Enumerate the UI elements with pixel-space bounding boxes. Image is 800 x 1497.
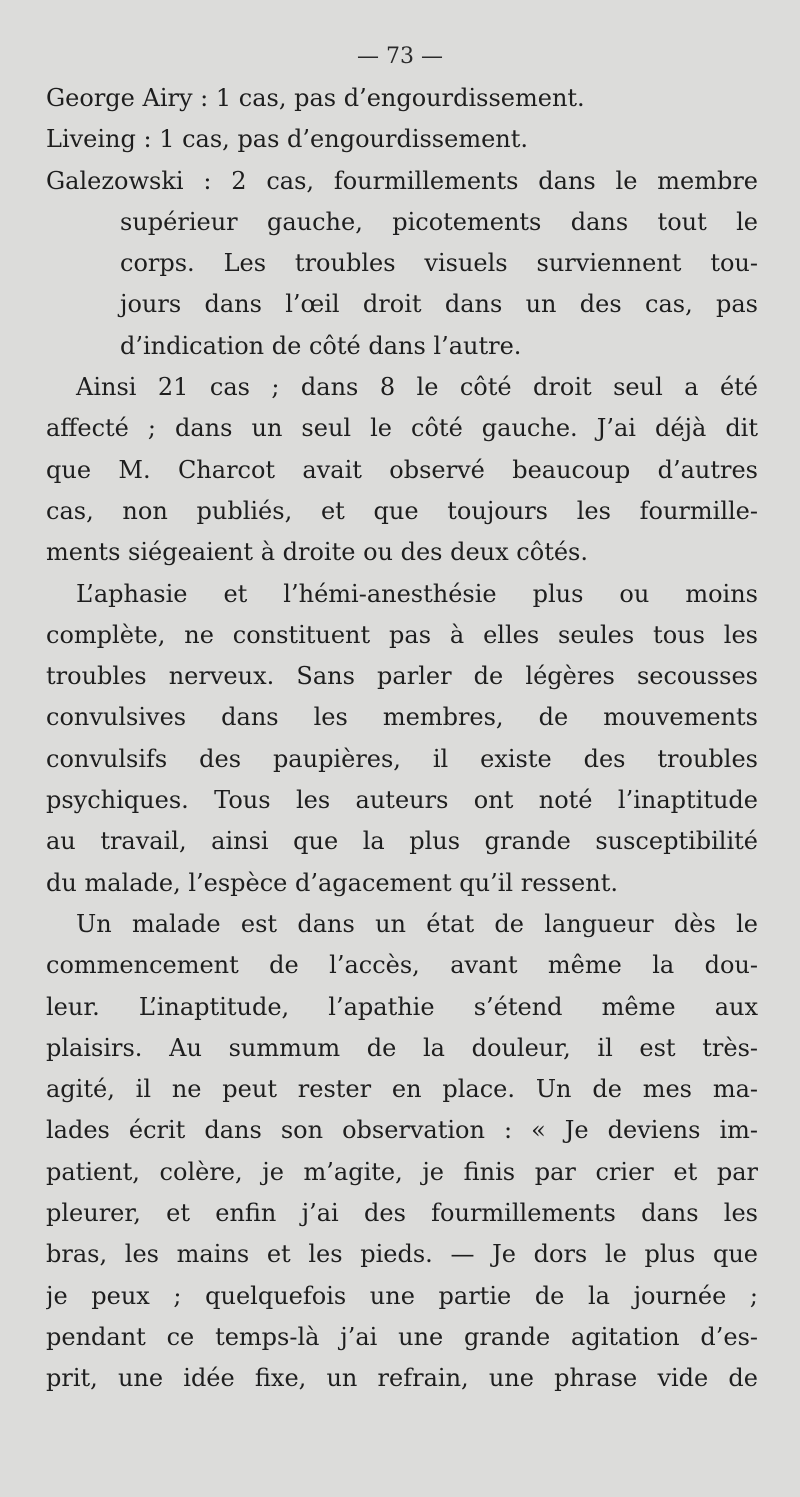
text-line: lades écrit dans son observation : « Je deviens im- — [46, 1116, 758, 1145]
text-line: supérieur gauche, picotements dans tout le — [120, 207, 758, 236]
text-line: L’aphasie et l’hémi-anesthésie plus ou moins — [76, 579, 758, 608]
text-line: leur. L’inaptitude, l’apathie s’étend même aux — [46, 992, 758, 1021]
text-line: Galezowski : 2 cas, fourmillements dans le membre — [46, 166, 758, 195]
text-line: affecté ; dans un seul le côté gauche. J’ai déjà dit — [46, 414, 758, 443]
text-line: Liveing : 1 cas, pas d’engourdissement. — [46, 125, 529, 154]
text-line: d’indication de côté dans l’autre. — [120, 331, 522, 360]
text-line: pendant ce temps-là j’ai une grande agitation d’es- — [46, 1322, 758, 1351]
text-line: Un malade est dans un état de langueur dès le — [76, 909, 758, 938]
text-line: que M. Charcot avait observé beaucoup d’autres — [46, 455, 758, 484]
text-line: patient, colère, je m’agite, je finis par crier et par — [46, 1157, 758, 1186]
text-line: pleurer, et enfin j’ai des fourmillements dans les — [46, 1199, 758, 1228]
text-line: prit, une idée fixe, un refrain, une phrase vide de — [46, 1364, 758, 1393]
text-line: ments siégeaient à droite ou des deux côtés. — [46, 538, 588, 567]
text-line: troubles nerveux. Sans parler de légères secousses — [46, 662, 758, 691]
page-number: — 73 — — [357, 44, 443, 69]
text-line: commencement de l’accès, avant même la dou- — [46, 951, 758, 980]
text-line: psychiques. Tous les auteurs ont noté l’inaptitude — [46, 786, 758, 815]
body-text — [46, 78, 758, 1400]
text-line: au travail, ainsi que la plus grande susceptibilité — [46, 827, 758, 856]
text-line: complète, ne constituent pas à elles seules tous les — [46, 620, 758, 649]
text-line: cas, non publiés, et que toujours les fourmille- — [46, 496, 758, 525]
text-line: bras, les mains et les pieds. — Je dors le plus que — [46, 1240, 758, 1269]
text-line: convulsives dans les membres, de mouvements — [46, 703, 758, 732]
text-line: George Airy : 1 cas, pas d’engourdissement. — [46, 84, 585, 112]
text-line: agité, il ne peut rester en place. Un de mes ma- — [46, 1075, 758, 1104]
text-line: je peux ; quelquefois une partie de la journée ; — [46, 1281, 758, 1310]
text-line: jours dans l’œil droit dans un des cas, pas — [120, 290, 758, 319]
text-line: convulsifs des paupières, il existe des troubles — [46, 744, 758, 773]
text-line: Ainsi 21 cas ; dans 8 le côté droit seul a été — [76, 373, 758, 402]
text-line: corps. Les troubles visuels surviennent tou- — [120, 249, 758, 278]
text-line: du malade, l’espèce d’agacement qu’il ressent. — [46, 868, 618, 897]
text-line: plaisirs. Au summum de la douleur, il est très- — [46, 1033, 758, 1062]
